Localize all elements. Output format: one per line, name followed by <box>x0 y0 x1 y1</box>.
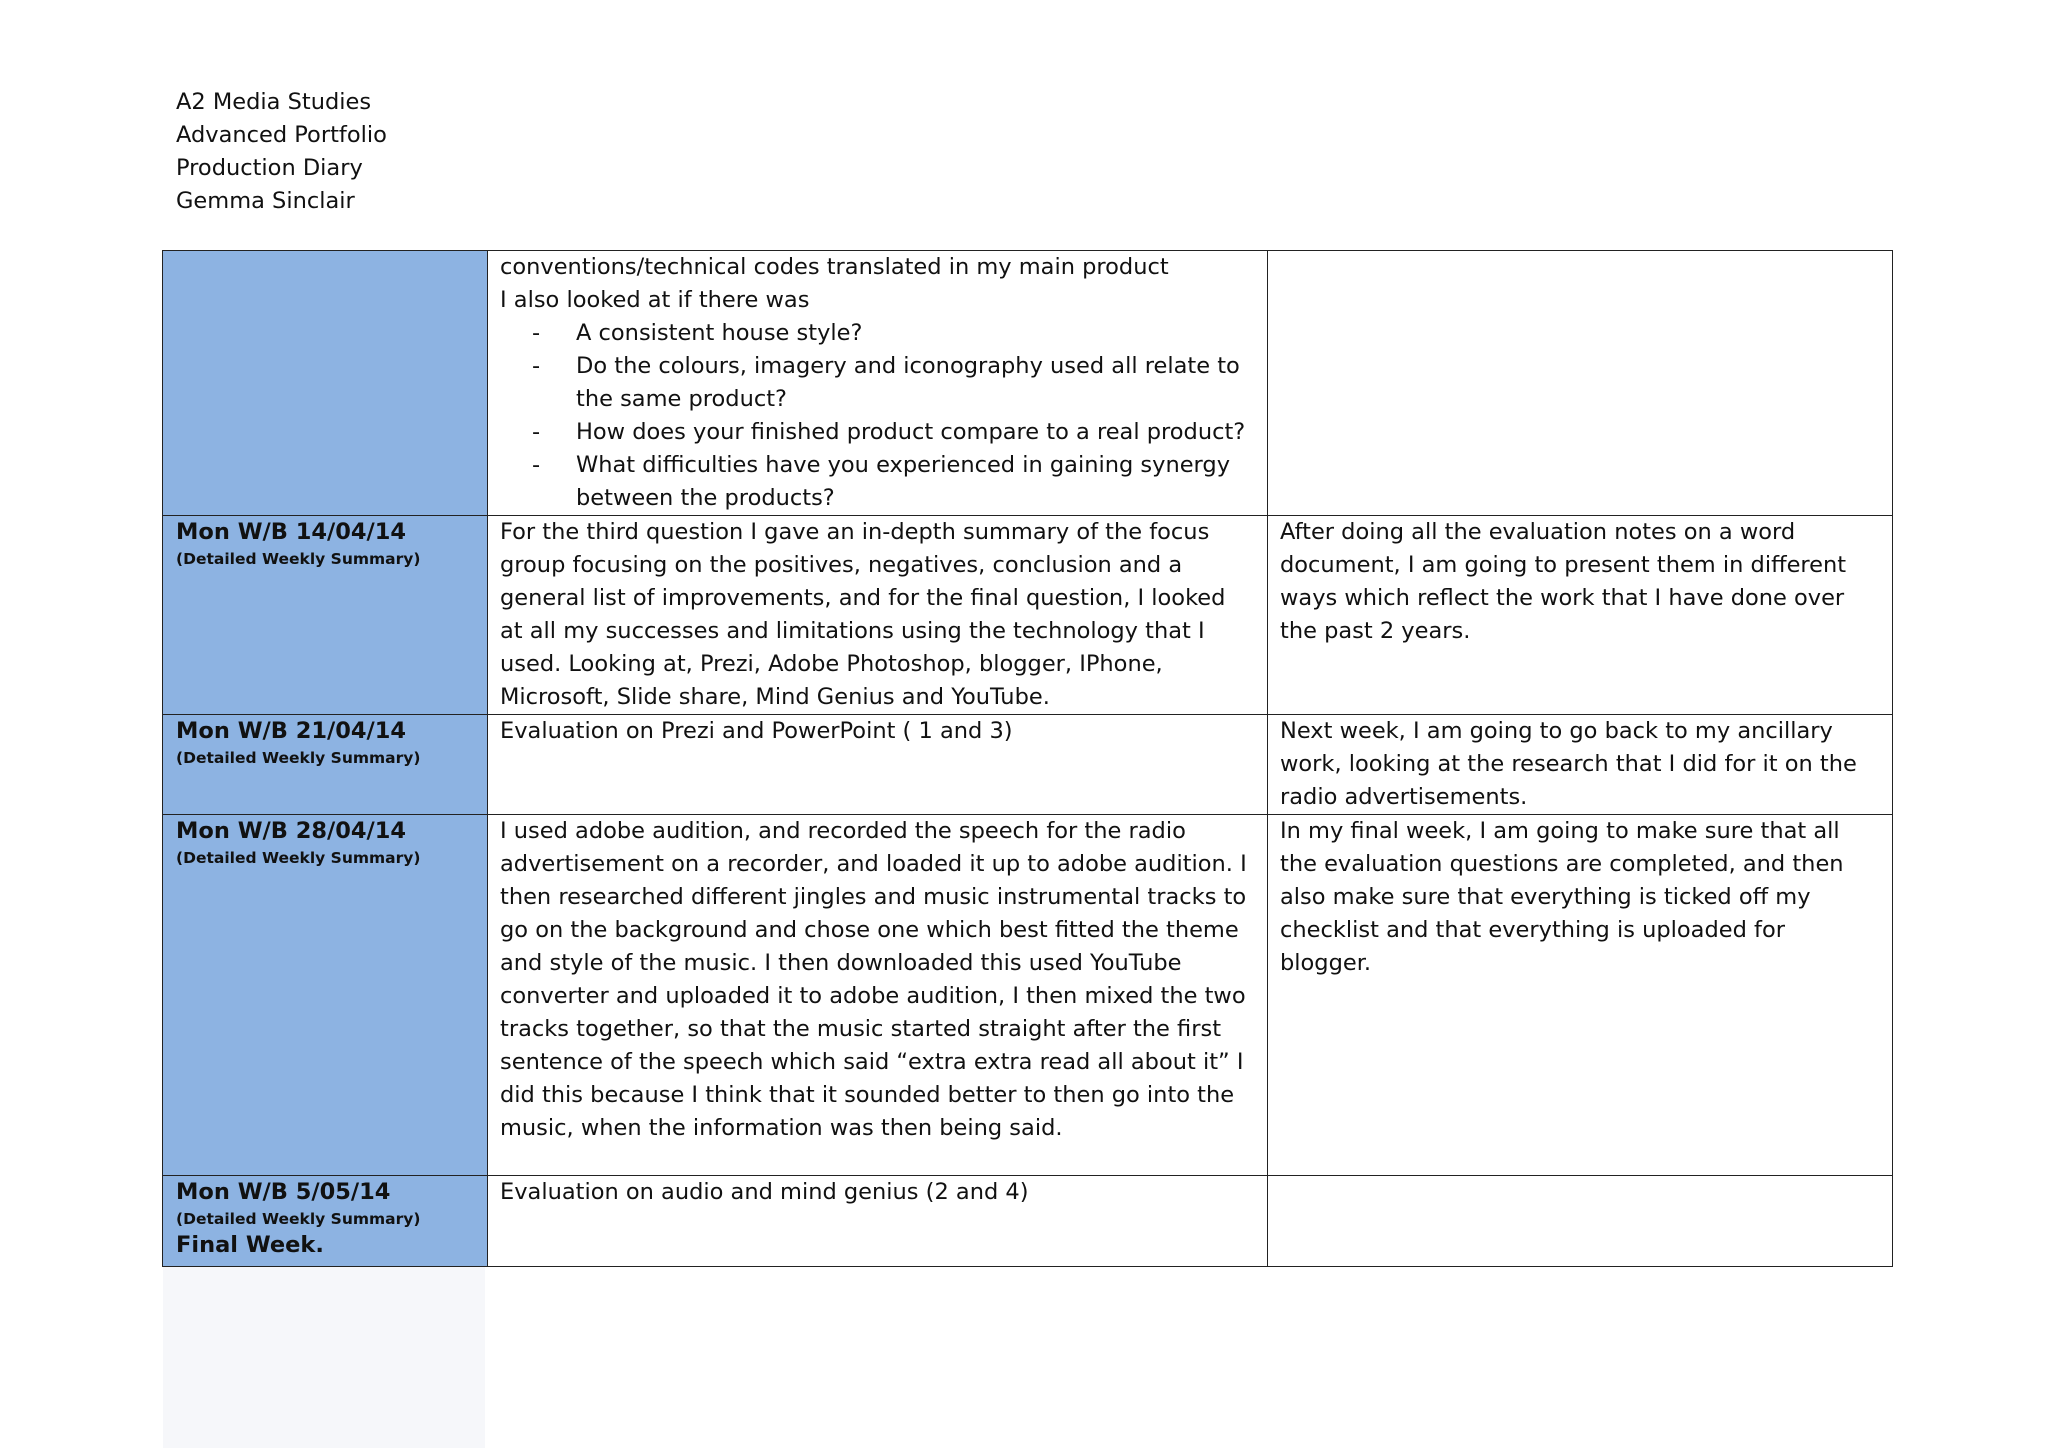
dash-bullet: - <box>532 419 541 445</box>
week-subtitle: (Detailed Weekly Summary) <box>176 849 421 867</box>
date-cell <box>163 815 488 1176</box>
next-steps-cell <box>1268 1176 1893 1267</box>
list-item: - How does your finished product compare to a real product? <box>576 416 1255 449</box>
activity-text: Evaluation on Prezi and PowerPoint ( 1 and 3) <box>500 718 1013 744</box>
activity-text: For the third question I gave an in-depth summary of the focus group focusing on the positives, negatives, conclusion and a general list of improvements, and for the final question, I looked at all my successes and limitations using the technology that I used. Looking at, Prezi, Adobe Photoshop, blogger, IPhone, Microsoft, Slide share, Mind Genius and YouTube. <box>500 519 1226 710</box>
list-item: - What difficulties have you experienced in gaining synergy between the products? <box>576 449 1255 515</box>
table-row <box>163 1176 1893 1267</box>
date-cell <box>163 516 488 715</box>
dash-bullet: - <box>532 452 541 478</box>
next-steps-text: In my final week, I am going to make sure that all the evaluation questions are completed, and then also make sure that everything is ticked off my checklist and that everything is uploaded for blogger. <box>1280 818 1844 976</box>
next-steps-text: After doing all the evaluation notes on a word document, I am going to present them in different ways which reflect the work that I have done over the past 2 years. <box>1280 519 1847 644</box>
dash-bullet: - <box>532 353 541 379</box>
list-item: - A consistent house style? <box>576 317 1255 350</box>
activity-cell <box>488 516 1268 715</box>
next-steps-cell <box>1268 516 1893 715</box>
date-cell <box>163 251 488 516</box>
next-steps-text: Next week, I am going to go back to my ancillary work, looking at the research that I did for it on the radio advertisements. <box>1280 718 1857 810</box>
week-date: Mon W/B 21/04/14 <box>176 718 407 744</box>
week-subtitle: (Detailed Weekly Summary) <box>176 550 421 568</box>
activity-text: conventions/technical codes translated in my main product <box>500 254 1169 280</box>
production-diary-table <box>162 250 1893 1267</box>
table-row <box>163 715 1893 815</box>
activity-text: I also looked at if there was <box>500 287 810 313</box>
activity-cell <box>488 715 1268 815</box>
activity-text: Evaluation on audio and mind genius (2 and 4) <box>500 1179 1029 1205</box>
activity-text: I used adobe audition, and recorded the speech for the radio advertisement on a recorder, and loaded it up to adobe audition. I then researched different jingles and music instrumental tracks to go on the background and chose one which best fitted the theme and style of the music. I then downloaded this used YouTube converter and uploaded it to adobe audition, I then mixed the two tracks together, so that the music started straight after the first sentence of the speech which said “extra extra read all about it” I did this because I think that it sounded better to then go into the music, when the information was then being said. <box>500 818 1247 1141</box>
week-date: Mon W/B 28/04/14 <box>176 818 407 844</box>
page-shading <box>163 1264 485 1448</box>
diary-title: Production Diary <box>176 155 363 181</box>
author-name: Gemma Sinclair <box>176 188 355 214</box>
table-row <box>163 251 1893 516</box>
date-cell <box>163 1176 488 1267</box>
dash-bullet: - <box>532 320 541 346</box>
table-row <box>163 516 1893 715</box>
document-header <box>176 86 387 218</box>
table-row <box>163 815 1893 1176</box>
activity-cell <box>488 815 1268 1176</box>
week-subtitle: (Detailed Weekly Summary) <box>176 749 421 767</box>
activity-cell <box>488 1176 1268 1267</box>
portfolio-title: Advanced Portfolio <box>176 122 387 148</box>
list-item: - Do the colours, imagery and iconography used all relate to the same product? <box>576 350 1255 416</box>
next-steps-cell <box>1268 251 1893 516</box>
checklist <box>500 317 1255 515</box>
course-title: A2 Media Studies <box>176 89 372 115</box>
week-date: Mon W/B 14/04/14 <box>176 519 407 545</box>
next-steps-cell <box>1268 715 1893 815</box>
activity-cell <box>488 251 1268 516</box>
date-cell <box>163 715 488 815</box>
week-subtitle: (Detailed Weekly Summary) <box>176 1210 421 1228</box>
next-steps-cell <box>1268 815 1893 1176</box>
week-date: Mon W/B 5/05/14 <box>176 1179 391 1205</box>
final-week-label: Final Week. <box>176 1232 324 1258</box>
